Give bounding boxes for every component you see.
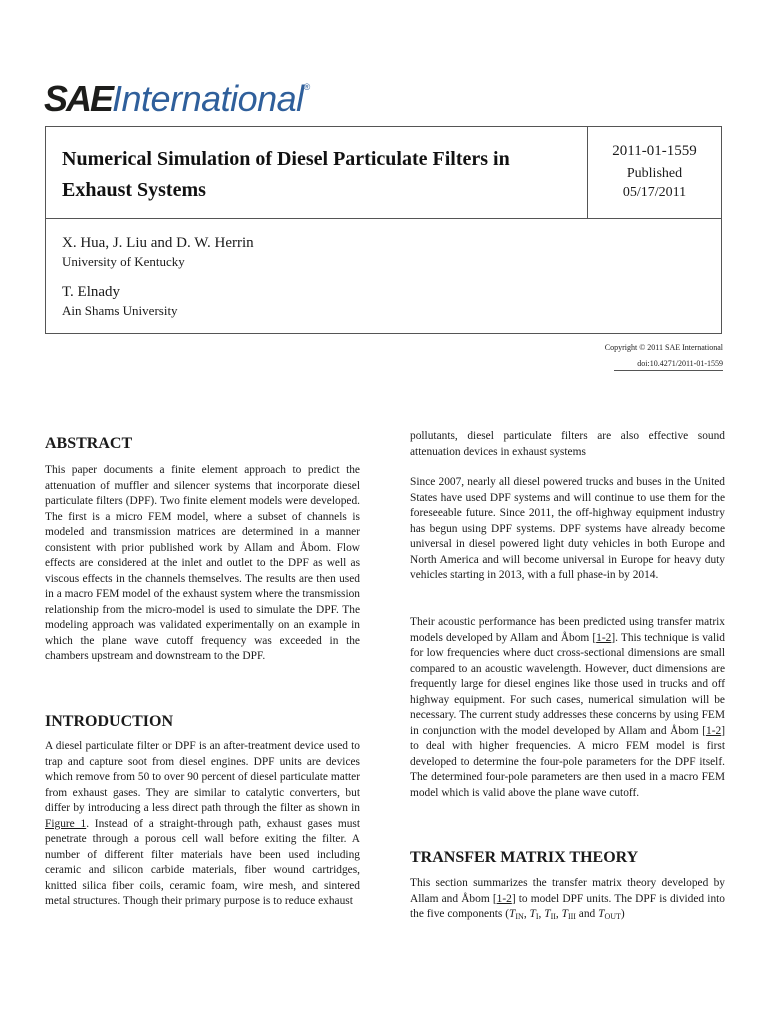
logo-registered-mark: ® xyxy=(303,82,311,92)
intro-text: ]. This technique is valid for low frequencies where duct cross-sectional dimensions are small compared to an acoustic wavelength. However, duct dimensions are frequently large for diesel engines like those used in trucks and off highway equipment. For such cases, numerical simulation will be necessary. The current study addresses these concerns by using FEM in conjunction with the model developed by Allam and Åbom [ xyxy=(410,631,726,737)
math-symbol: T xyxy=(544,908,551,920)
author-affiliation: University of Kentucky xyxy=(62,254,185,269)
copyright-line: Copyright © 2011 SAE International xyxy=(604,343,723,352)
author-names: T. Elnady xyxy=(62,284,121,300)
intro-text: A diesel particulate filter or DPF is an after-treatment device used to trap and capture soot from diesel engines. DPF units are devices which remove from 50 to over 90 percent of diesel particulate matter from exhaust gases. They are similar to catalytic converters, but differ by introducing a less direct path through the filter as shown in xyxy=(45,740,360,814)
authors-block xyxy=(62,233,702,331)
introduction-paragraph-1-continued: pollutants, diesel particulate filters are also effective sound attenuation devices in exhaust systems xyxy=(410,430,725,458)
figure-1-link[interactable]: Figure 1 xyxy=(45,817,87,830)
intro-text: . Instead of a straight-through path, exhaust gases must penetrate through a porous cell wall before exiting the filter. A number of different filter materials have been used including ceramic and silicon carbide materials, fiber wound cartridges, knitted silica fiber coils, ceramic foam, wire mesh, and sintered metal structures. Though their primary purpose is to reduce exhaust xyxy=(45,817,360,907)
paper-title: Numerical Simulation of Diesel Particulate Filters in Exhaust Systems xyxy=(62,148,510,201)
intro-text: ] to deal with higher frequencies. A micro FEM model is first developed to determine the four-pole parameters for the DPF itself. The determined four-pole parameters are then used in a macro FEM model which is valid above the plane wave cutoff. xyxy=(410,724,725,799)
tm-text: , xyxy=(538,908,545,920)
published-date: 05/17/2011 xyxy=(622,185,687,200)
math-symbol: T xyxy=(561,908,568,920)
sae-international-logo xyxy=(44,78,310,122)
logo-sae-wordmark: SAE xyxy=(44,78,113,119)
introduction-paragraph-2: Since 2007, nearly all diesel powered trucks and buses in the United States have used DPF systems and will continue to use them for the foreseeable future. Since 2011, the off-highway equipment industry has begun using DPF systems. DPF systems have already become universal in diesel powered light duty vehicles in both Europe and North America and will become universal in Europe for heavy duty vehicles starting in 2013, with a full phase-in by 2014. xyxy=(410,476,725,581)
reference-link[interactable]: 1-2 xyxy=(496,892,512,905)
intro-text: Their acoustic performance has been predicted using transfer matrix models developed by Allam and Åbom [ xyxy=(410,616,725,644)
tm-text: and xyxy=(575,908,599,920)
logo-international-wordmark: International xyxy=(112,78,304,119)
tm-text: , xyxy=(523,908,530,920)
math-subscript: I xyxy=(535,912,539,921)
title-cell xyxy=(46,127,588,219)
transfer-matrix-heading: TRANSFER MATRIX THEORY xyxy=(410,849,639,866)
tm-text: ) xyxy=(620,908,625,920)
published-label: Published xyxy=(626,166,683,181)
math-subscript: III xyxy=(567,912,576,921)
introduction-heading: INTRODUCTION xyxy=(45,713,174,730)
math-symbol: T xyxy=(529,908,536,920)
transfer-matrix-paragraph xyxy=(410,876,725,923)
publication-meta-cell xyxy=(588,127,721,219)
reference-link[interactable]: 1-2 xyxy=(706,724,722,737)
introduction-paragraph-3 xyxy=(410,615,725,801)
paper-id: 2011-01-1559 xyxy=(612,143,697,159)
math-subscript: OUT xyxy=(604,912,621,921)
doi-line: doi:10.4271/2011-01-1559 xyxy=(637,359,723,368)
introduction-paragraph-1 xyxy=(45,739,360,910)
abstract-text: This paper documents a finite element approach to predict the attenuation of muffler and silencer systems that incorporate diesel particulate filters (DPF). Two finite element models were developed. The first is a micro FEM model, where a subset of channels is modeled and transmission matrices are determined in a manner consistent with prior published work by Allam and Åbom. Flow effects are considered at the inlet and outlet to the DPF as well as viscous effects in the channels themselves. The results are then used in a macro FEM model of the exhaust system where the transmission relationship from the micro-model is used to simulate the DPF. The modeling approach was validated experimentally on an example in which the plane wave cutoff frequency was exceeded in the chambers upstream and downstream to the DPF. xyxy=(45,464,360,662)
paper-header-box xyxy=(45,126,722,334)
tm-text: , xyxy=(555,908,562,920)
math-subscript: II xyxy=(550,912,556,921)
tm-text: This section summarizes the transfer matrix theory developed by Allam and Åbom [ xyxy=(410,877,725,905)
copyright-block xyxy=(605,340,723,372)
math-subscript: IN xyxy=(515,912,524,921)
abstract-heading: ABSTRACT xyxy=(45,435,133,452)
reference-link[interactable]: 1-2 xyxy=(596,631,612,644)
math-symbol: T xyxy=(598,908,605,920)
author-affiliation: Ain Shams University xyxy=(62,303,178,318)
author-names: X. Hua, J. Liu and D. W. Herrin xyxy=(62,235,254,251)
doi-underline xyxy=(614,370,723,371)
math-symbol: T xyxy=(509,908,516,920)
tm-text: ] to model DPF units. The DPF is divided into the five components ( xyxy=(410,892,725,920)
